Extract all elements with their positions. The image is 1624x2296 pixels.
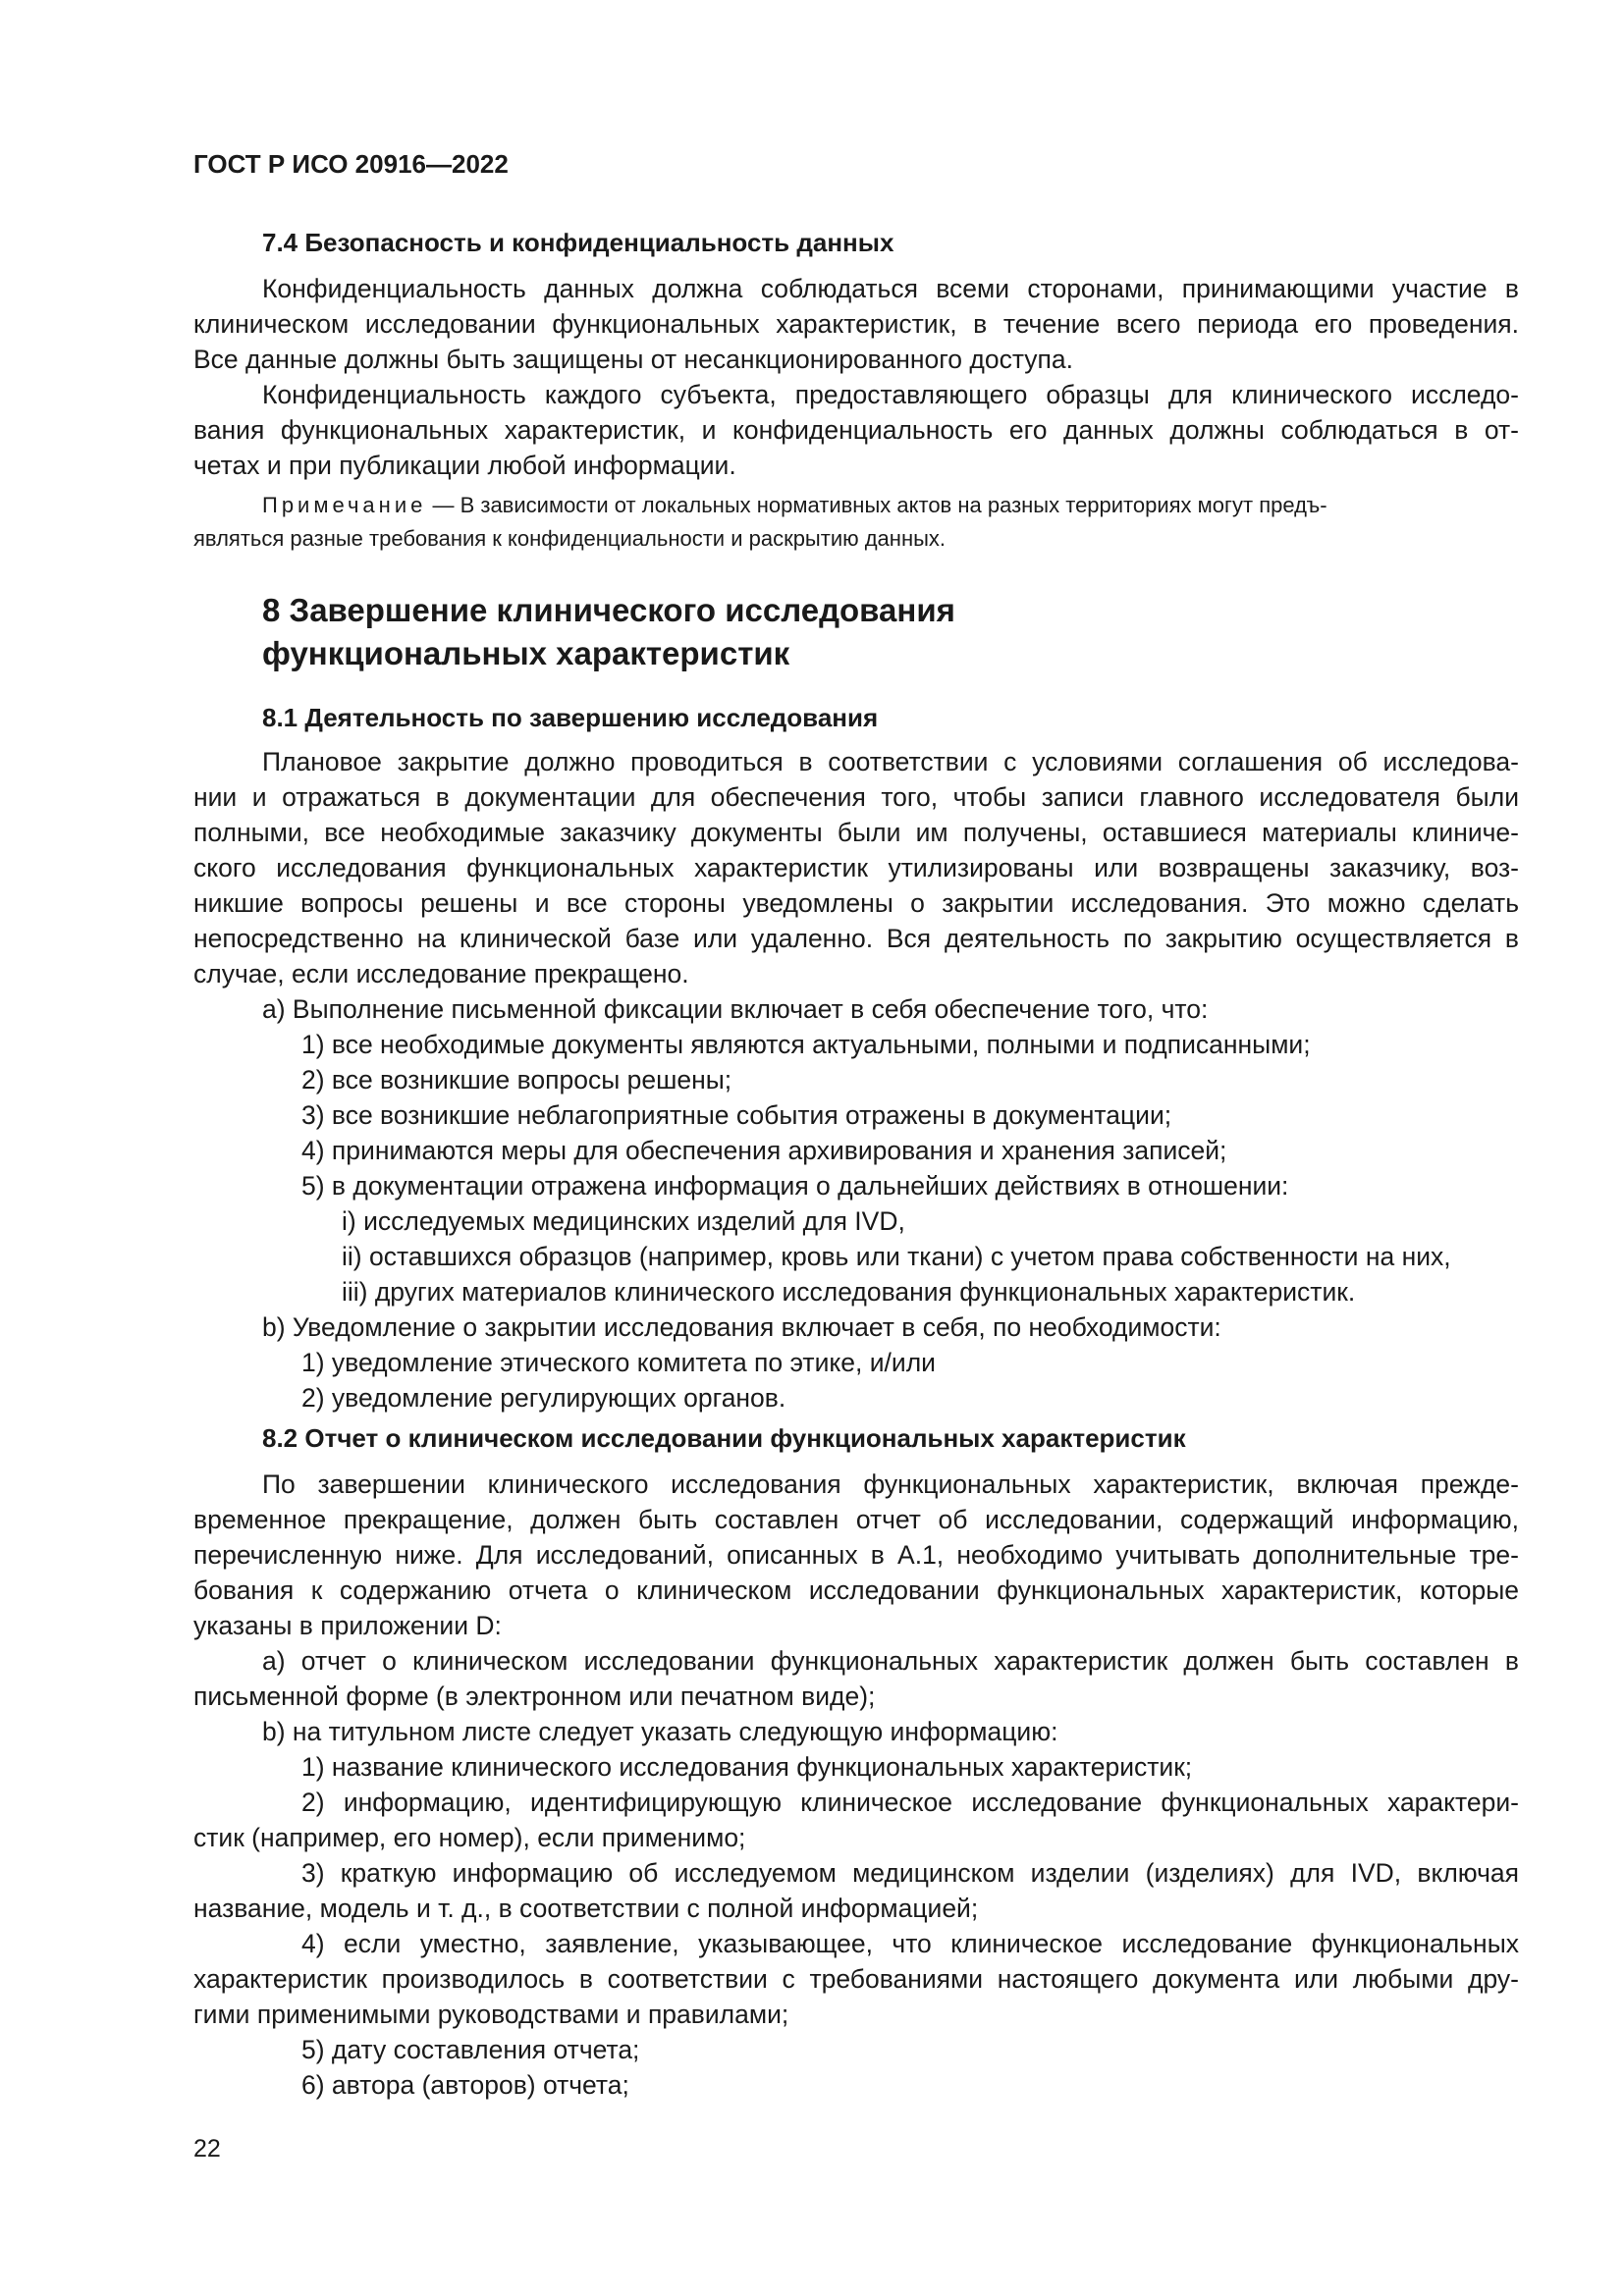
s81-p-line1: Плановое закрытие должно проводиться в соответствии с условиями соглашения об исследова- — [262, 747, 1519, 776]
s81-a-item-4: 4) принимаются меры для обеспечения архивирования и хранения записей; — [301, 1136, 1227, 1165]
s82-p-line3: перечисленную ниже. Для исследований, описанных в А.1, необходимо учитывать дополнительные тре- — [193, 1540, 1519, 1570]
s81-list-a: a) Выполнение письменной фиксации включает в себя обеспечение того, что: — [262, 994, 1209, 1024]
s74-p2-line1: Конфиденциальность каждого субъекта, предоставляющего образцы для клинического исследо- — [262, 380, 1519, 409]
section-7-4-title: 7.4 Безопасность и конфиденциальность данных — [262, 228, 894, 257]
s81-a-item-2: 2) все возникшие вопросы решены; — [301, 1065, 732, 1095]
s82-b4-line1: 4) если уместно, заявление, указывающее, что клиническое исследование функциональных — [301, 1929, 1519, 1958]
s82-b3-line1: 3) краткую информацию об исследуемом медицинском изделии (изделиях) для IVD, включая — [301, 1858, 1519, 1888]
s81-a-item-3: 3) все возникшие неблагоприятные события отражены в документации; — [301, 1100, 1172, 1130]
page-number: 22 — [193, 2135, 221, 2163]
s82-p-line2: временное прекращение, должен быть составлен отчет об исследовании, содержащий информацию, — [193, 1505, 1519, 1534]
s74-p1-line2: клиническом исследовании функциональных характеристик, в течение всего периода его проведения. — [193, 309, 1519, 339]
s82-b4-line2: характеристик производилось в соответствии с требованиями настоящего документа или любыми дру- — [193, 1964, 1519, 1994]
s82-b4-line3: гими применимыми руководствами и правилами; — [193, 2000, 789, 2029]
note-label: Примечание — [262, 493, 427, 517]
s82-p-line5: указаны в приложении D: — [193, 1611, 502, 1640]
s81-a-item-1: 1) все необходимые документы являются актуальными, полными и подписанными; — [301, 1030, 1311, 1059]
s74-p2-line3: четах и при публикации любой информации. — [193, 451, 736, 480]
s81-b-item-1: 1) уведомление этического комитета по этике, и/или — [301, 1348, 936, 1377]
section-8-2-title: 8.2 Отчет о клиническом исследовании функциональных характеристик — [262, 1423, 1186, 1453]
s81-a5-item-ii: ii) оставшихся образцов (например, кровь или ткани) с учетом права собственности на них, — [342, 1242, 1451, 1271]
note-text: — В зависимости от локальных нормативных актов на разных территориях могут предъ- — [426, 493, 1327, 517]
s82-b-item-5: 5) дату составления отчета; — [301, 2035, 640, 2064]
s81-a5-item-iii: iii) других материалов клинического исследования функциональных характеристик. — [342, 1277, 1356, 1307]
s82-b2-line2: стик (например, его номер), если применимо; — [193, 1823, 746, 1852]
s74-p1-line1: Конфиденциальность данных должна соблюдаться всеми сторонами, принимающими участие в — [262, 274, 1519, 303]
s81-p-line6: непосредственно на клинической базе или удаленно. Вся деятельность по закрытию осуществляется в — [193, 924, 1519, 953]
s82-list-b: b) на титульном листе следует указать следующую информацию: — [262, 1717, 1058, 1746]
s81-list-b: b) Уведомление о закрытии исследования включает в себя, по необходимости: — [262, 1312, 1221, 1342]
section-8-title-line1: 8 Завершение клинического исследования — [262, 592, 955, 628]
s82-a-line1: a) отчет о клиническом исследовании функциональных характеристик должен быть составлен в — [262, 1646, 1519, 1676]
s82-b-item-6: 6) автора (авторов) отчета; — [301, 2070, 629, 2100]
s74-note-line1 — [262, 489, 1519, 522]
s81-a5-item-i: i) исследуемых медицинских изделий для IVD, — [342, 1206, 905, 1236]
section-8-1-title: 8.1 Деятельность по завершению исследования — [262, 703, 879, 732]
s81-p-line4: ского исследования функциональных характеристик утилизированы или возвращены заказчику, воз- — [193, 853, 1519, 882]
s74-note-line2: являться разные требования к конфиденциальности и раскрытию данных. — [193, 526, 947, 551]
s81-b-item-2: 2) уведомление регулирующих органов. — [301, 1383, 786, 1413]
s81-p-line7: случае, если исследование прекращено. — [193, 959, 689, 988]
s81-p-line5: никшие вопросы решены и все стороны уведомлены о закрытии исследования. Это можно сделать — [193, 888, 1519, 918]
s74-p1-line3: Все данные должны быть защищены от несанкционированного доступа. — [193, 345, 1073, 374]
s82-a-line2: письменной форме (в электронном или печатном виде); — [193, 1682, 876, 1711]
s74-p2-line2: вания функциональных характеристик, и конфиденциальность его данных должны соблюдаться в от- — [193, 415, 1519, 445]
s81-p-line2: нии и отражаться в документации для обеспечения того, чтобы записи главного исследователя были — [193, 782, 1519, 812]
s82-b2-line1: 2) информацию, идентифицирующую клиническое исследование функциональных характери- — [301, 1788, 1519, 1817]
s82-p-line1: По завершении клинического исследования функциональных характеристик, включая прежде- — [262, 1469, 1519, 1499]
s81-a-item-5: 5) в документации отражена информация о дальнейших действиях в отношении: — [301, 1171, 1289, 1201]
section-8-title-line2: функциональных характеристик — [262, 635, 790, 671]
document-header: ГОСТ Р ИСО 20916—2022 — [193, 149, 509, 179]
s81-p-line3: полными, все необходимые заказчику документы были им получены, оставшиеся материалы клиниче- — [193, 818, 1519, 847]
s82-b3-line2: название, модель и т. д., в соответствии с полной информацией; — [193, 1894, 979, 1923]
s82-b-item-1: 1) название клинического исследования функциональных характеристик; — [301, 1752, 1193, 1782]
s82-p-line4: бования к содержанию отчета о клиническом исследовании функциональных характеристик, которые — [193, 1575, 1519, 1605]
